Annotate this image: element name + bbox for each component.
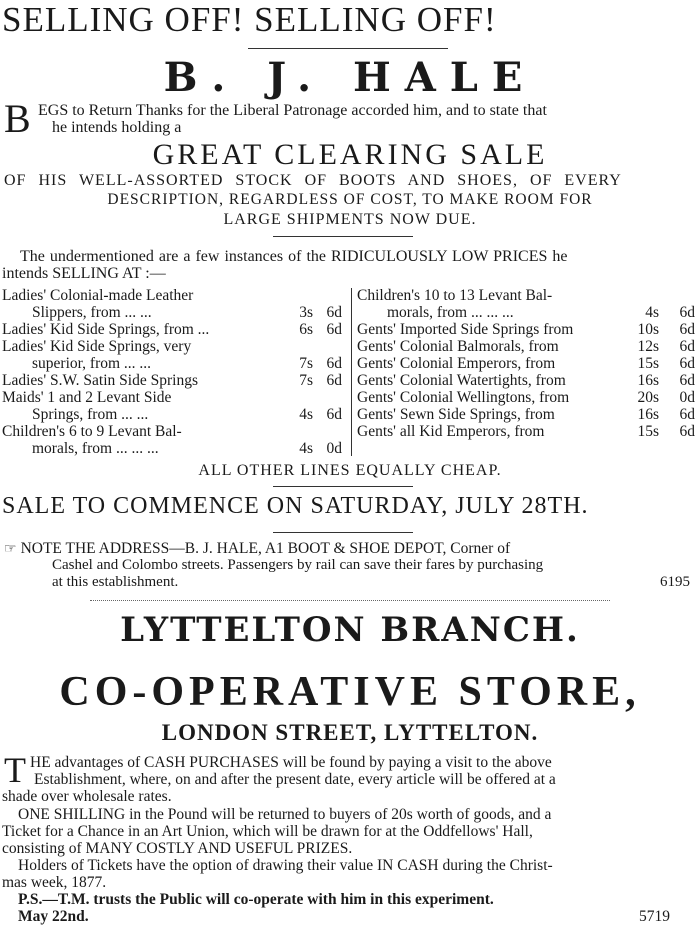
dropcap-letter: B xyxy=(4,96,31,141)
item-label: Gents' Colonial Balmorals, from xyxy=(357,338,559,355)
note-line-2: Cashel and Colombo streets. Passengers by rail can save their fares by purchasing xyxy=(52,557,544,573)
item-label: Maids' 1 and 2 Levant Side xyxy=(2,389,172,406)
divider xyxy=(273,486,413,487)
item-label: Gents' Colonial Wellingtons, from xyxy=(357,389,570,406)
intro-line-2: he intends holding a xyxy=(52,119,182,136)
great-clearing-sale-title: GREAT CLEARING SALE xyxy=(152,138,548,171)
stock-line-2: DESCRIPTION, REGARDLESS OF COST, TO MAKE ROOM FOR xyxy=(107,191,593,208)
note-reference-number: 6195 xyxy=(660,574,690,590)
price-pence: 6d xyxy=(326,355,342,372)
price-shillings: 15s xyxy=(637,355,659,372)
store-date: May 22nd. xyxy=(18,908,89,925)
section-separator xyxy=(90,600,610,601)
store-p1-line-3: shade over wholesale rates. xyxy=(2,788,172,805)
price-pence: 6d xyxy=(679,372,695,389)
left-price-list xyxy=(2,287,350,459)
divider xyxy=(273,236,413,237)
price-shillings: 4s xyxy=(299,406,313,423)
stock-line-1: OF HIS WELL-ASSORTED STOCK OF BOOTS AND SHOES, OF EVERY xyxy=(4,172,622,189)
divider xyxy=(273,532,413,533)
item-label: Children's 6 to 9 Levant Bal- xyxy=(2,423,182,440)
store-p1-line-1: HE advantages of CASH PURCHASES will be found by paying a visit to the above xyxy=(30,754,552,771)
price-shillings: 16s xyxy=(637,406,659,423)
store-p2-line-2: Ticket for a Chance in an Art Union, which will be drawn for at the Oddfellows' Hall, xyxy=(2,823,533,840)
price-shillings: 3s xyxy=(299,304,313,321)
price-pence: 6d xyxy=(326,372,342,389)
dropcap-letter: T xyxy=(4,750,26,790)
prices-intro-line-1: The undermentioned are a few instances of the RIDICULOUSLY LOW PRICES he xyxy=(20,248,568,265)
price-pence: 6d xyxy=(679,406,695,423)
price-shillings: 15s xyxy=(637,423,659,440)
price-shillings: 12s xyxy=(637,338,659,355)
item-label-cont: morals, from ... ... ... xyxy=(32,440,159,457)
price-shillings: 16s xyxy=(637,372,659,389)
item-label: Gents' Sewn Side Springs, from xyxy=(357,406,555,423)
pointing-hand-icon: ☞ xyxy=(4,542,17,557)
price-pence: 6d xyxy=(326,304,342,321)
price-pence: 6d xyxy=(326,321,342,338)
right-price-list xyxy=(357,287,699,440)
price-shillings: 6s xyxy=(299,321,313,338)
store-p2-line-1: ONE SHILLING in the Pound will be returned to buyers of 20s worth of goods, and a xyxy=(18,806,552,823)
intro-dropcap xyxy=(4,96,40,141)
price-pence: 6d xyxy=(679,338,695,355)
price-shillings: 20s xyxy=(637,389,659,406)
price-shillings: 7s xyxy=(299,372,313,389)
item-label: Ladies' S.W. Satin Side Springs xyxy=(2,372,198,389)
item-label: Ladies' Colonial-made Leather xyxy=(2,287,194,304)
item-label: Ladies' Kid Side Springs, very xyxy=(2,338,192,355)
store-dropcap xyxy=(4,752,32,788)
store-p2-line-3: consisting of MANY COSTLY AND USEFUL PRIZES. xyxy=(2,840,353,857)
price-pence: 0d xyxy=(326,440,342,457)
item-label-cont: morals, from ... ... ... xyxy=(387,304,514,321)
intro-line-1: EGS to Return Thanks for the Liberal Patronage accorded him, and to state that xyxy=(38,102,547,119)
divider xyxy=(248,48,448,49)
price-pence: 6d xyxy=(679,321,695,338)
price-shillings: 10s xyxy=(637,321,659,338)
sale-commence-headline: SALE TO COMMENCE ON SATURDAY, JULY 28TH. xyxy=(2,493,589,519)
item-label-cont: Springs, from ... ... xyxy=(32,406,149,423)
price-pence: 6d xyxy=(679,355,695,372)
item-label: Gents' Colonial Watertights, from xyxy=(357,372,566,389)
prices-intro-line-2: intends SELLING AT :— xyxy=(2,265,166,282)
branch-title: LYTTELTON BRANCH. xyxy=(120,610,580,650)
store-reference-number: 5719 xyxy=(639,908,670,925)
price-pence: 0d xyxy=(679,389,695,406)
item-label-cont: superior, from ... ... xyxy=(32,355,152,372)
store-postscript: P.S.—T.M. trusts the Public will co-operate with him in this experiment. xyxy=(18,891,494,908)
store-p3-line-1: Holders of Tickets have the option of drawing their value IN CASH during the Christ- xyxy=(18,857,553,874)
price-shillings: 7s xyxy=(299,355,313,372)
column-divider xyxy=(351,288,352,456)
store-address: LONDON STREET, LYTTELTON. xyxy=(161,720,539,745)
price-shillings: 4s xyxy=(645,304,659,321)
other-lines-text: ALL OTHER LINES EQUALLY CHEAP. xyxy=(198,462,502,479)
item-label: Children's 10 to 13 Levant Bal- xyxy=(357,287,553,304)
item-label: Gents' Colonial Emperors, from xyxy=(357,355,556,372)
item-label: Gents' Imported Side Springs from xyxy=(357,321,574,338)
item-label: Gents' all Kid Emperors, from xyxy=(357,423,545,440)
price-pence: 6d xyxy=(679,304,695,321)
store-title: CO-OPERATIVE STORE, xyxy=(59,669,641,715)
item-label-cont: Slippers, from ... ... xyxy=(32,304,152,321)
item-label: Ladies' Kid Side Springs, from ... xyxy=(2,321,210,338)
note-line-3: at this establishment. xyxy=(52,574,179,590)
merchant-name: B. J. HALE xyxy=(163,54,537,101)
price-pence: 6d xyxy=(679,423,695,440)
note-line-1 xyxy=(4,540,698,558)
price-shillings: 4s xyxy=(299,440,313,457)
selling-off-headline: SELLING OFF! SELLING OFF! xyxy=(2,0,497,39)
stock-line-3: LARGE SHIPMENTS NOW DUE. xyxy=(223,211,477,228)
note-text: NOTE THE ADDRESS—B. J. HALE, A1 BOOT & SHOE DEPOT, Corner of xyxy=(20,540,511,557)
store-p3-line-2: mas week, 1877. xyxy=(2,874,107,891)
store-p1-line-2: Establishment, where, on and after the present date, every article will be offered at a xyxy=(34,771,556,788)
price-pence: 6d xyxy=(326,406,342,423)
